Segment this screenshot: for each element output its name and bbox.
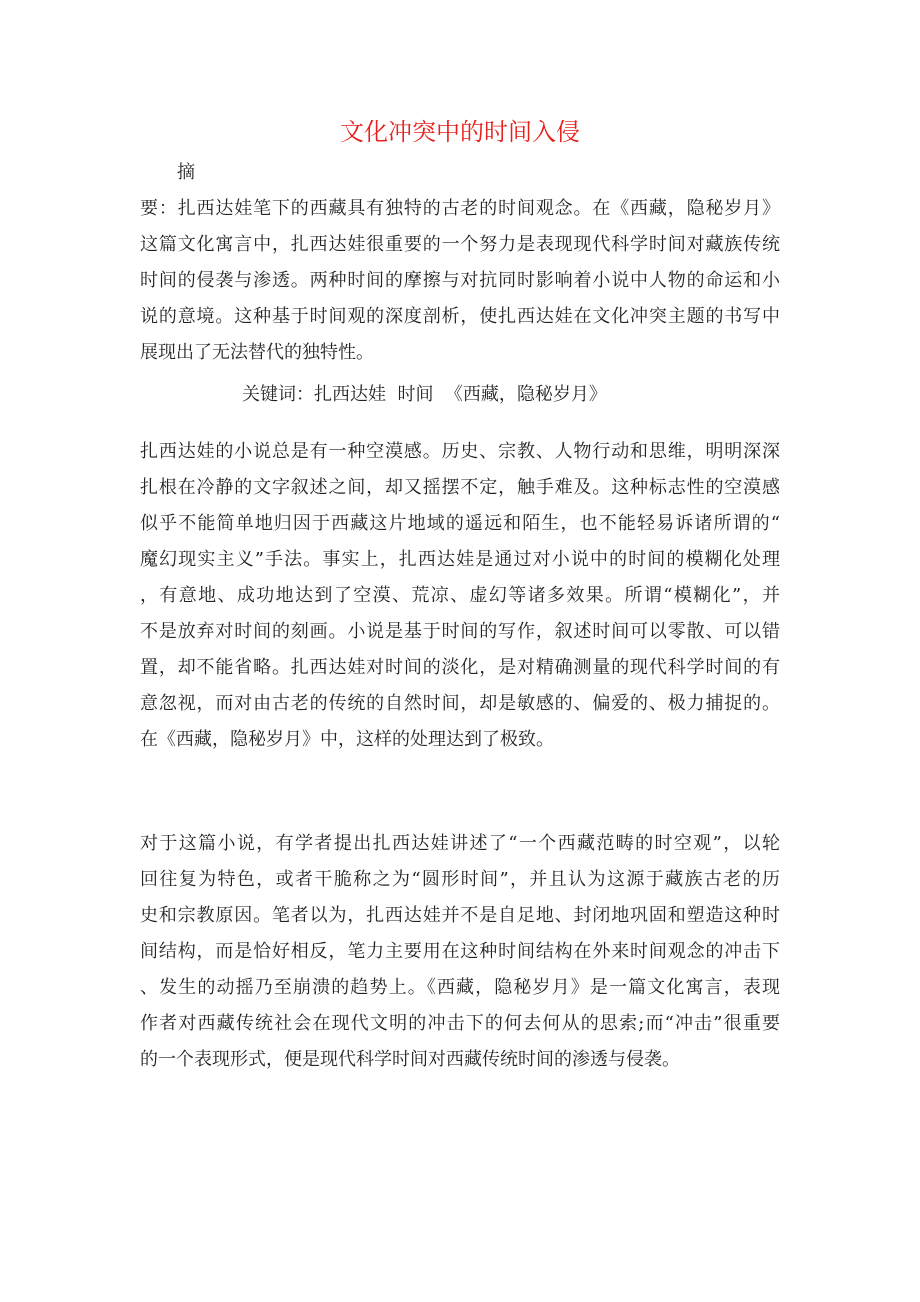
keywords: 关键词：扎西达娃 时间 《西藏，隐秘岁月》 [242, 384, 607, 405]
abstract-line: 说的意境。这种基于时间观的深度剖析，使扎西达娃在文化冲突主题的书写中 [140, 306, 780, 327]
paragraph-line: 扎根在冷静的文字叙述之间，却又摇摆不定，触手难及。这种标志性的空漠感 [140, 477, 780, 498]
abstract-line: 时间的侵袭与渗透。两种时间的摩擦与对抗同时影响着小说中人物的命运和小 [140, 270, 780, 291]
paragraph-line: 间结构，而是恰好相反，笔力主要用在这种时间结构在外来时间观念的冲击下 [140, 941, 780, 962]
paragraph-line: 对于这篇小说，有学者提出扎西达娃讲述了“一个西藏范畴的时空观”，以轮 [140, 833, 780, 854]
paragraph-line: 的一个表现形式，便是现代科学时间对西藏传统时间的渗透与侵袭。 [140, 1049, 680, 1070]
paragraph-line: 不是放弃对时间的刻画。小说是基于时间的写作，叙述时间可以零散、可以错 [140, 621, 780, 642]
paragraph-line: 在《西藏，隐秘岁月》中，这样的处理达到了极致。 [140, 729, 554, 750]
abstract [140, 155, 780, 413]
paragraph-line: ，有意地、成功地达到了空漠、荒凉、虚幻等诸多效果。所谓“模糊化”，并 [140, 585, 780, 606]
paragraph-line: 魔幻现实主义”手法。事实上，扎西达娃是通过对小说中的时间的模糊化处理 [140, 549, 780, 570]
paragraph-2 [140, 826, 780, 1078]
paragraph-line: 似乎不能简单地归因于西藏这片地域的遥远和陌生，也不能轻易诉诸所谓的“ [140, 513, 780, 534]
abstract-lead: 摘 [177, 162, 195, 183]
abstract-line: 展现出了无法替代的独特性。 [140, 342, 374, 363]
paragraph-line: 史和宗教原因。笔者以为，扎西达娃并不是自足地、封闭地巩固和塑造这种时 [140, 905, 780, 926]
paragraph-line: 、发生的动摇乃至崩溃的趋势上。《西藏，隐秘岁月》是一篇文化寓言，表现 [140, 977, 780, 998]
abstract-line: 这篇文化寓言中，扎西达娃很重要的一个努力是表现现代科学时间对藏族传统 [140, 234, 780, 255]
document-title: 文化冲突中的时间入侵 [340, 118, 580, 146]
paragraph-line: 回往复为特色，或者干脆称之为“圆形时间”，并且认为这源于藏族古老的历 [140, 869, 780, 890]
abstract-line: 要：扎西达娃笔下的西藏具有独特的古老的时间观念。在《西藏，隐秘岁月》 [140, 198, 780, 219]
paragraph-line: 意忽视，而对由古老的传统的自然时间，却是敏感的、偏爱的、极力捕捉的。 [140, 693, 780, 714]
paragraph-line: 置，却不能省略。扎西达娃对时间的淡化，是对精确测量的现代科学时间的有 [140, 657, 780, 678]
paragraph-line: 作者对西藏传统社会在现代文明的冲击下的何去何从的思索;而“冲击”很重要 [140, 1013, 780, 1034]
paragraph-line: 扎西达娃的小说总是有一种空漠感。历史、宗教、人物行动和思维，明明深深 [140, 441, 780, 462]
paragraph-1 [140, 434, 780, 758]
